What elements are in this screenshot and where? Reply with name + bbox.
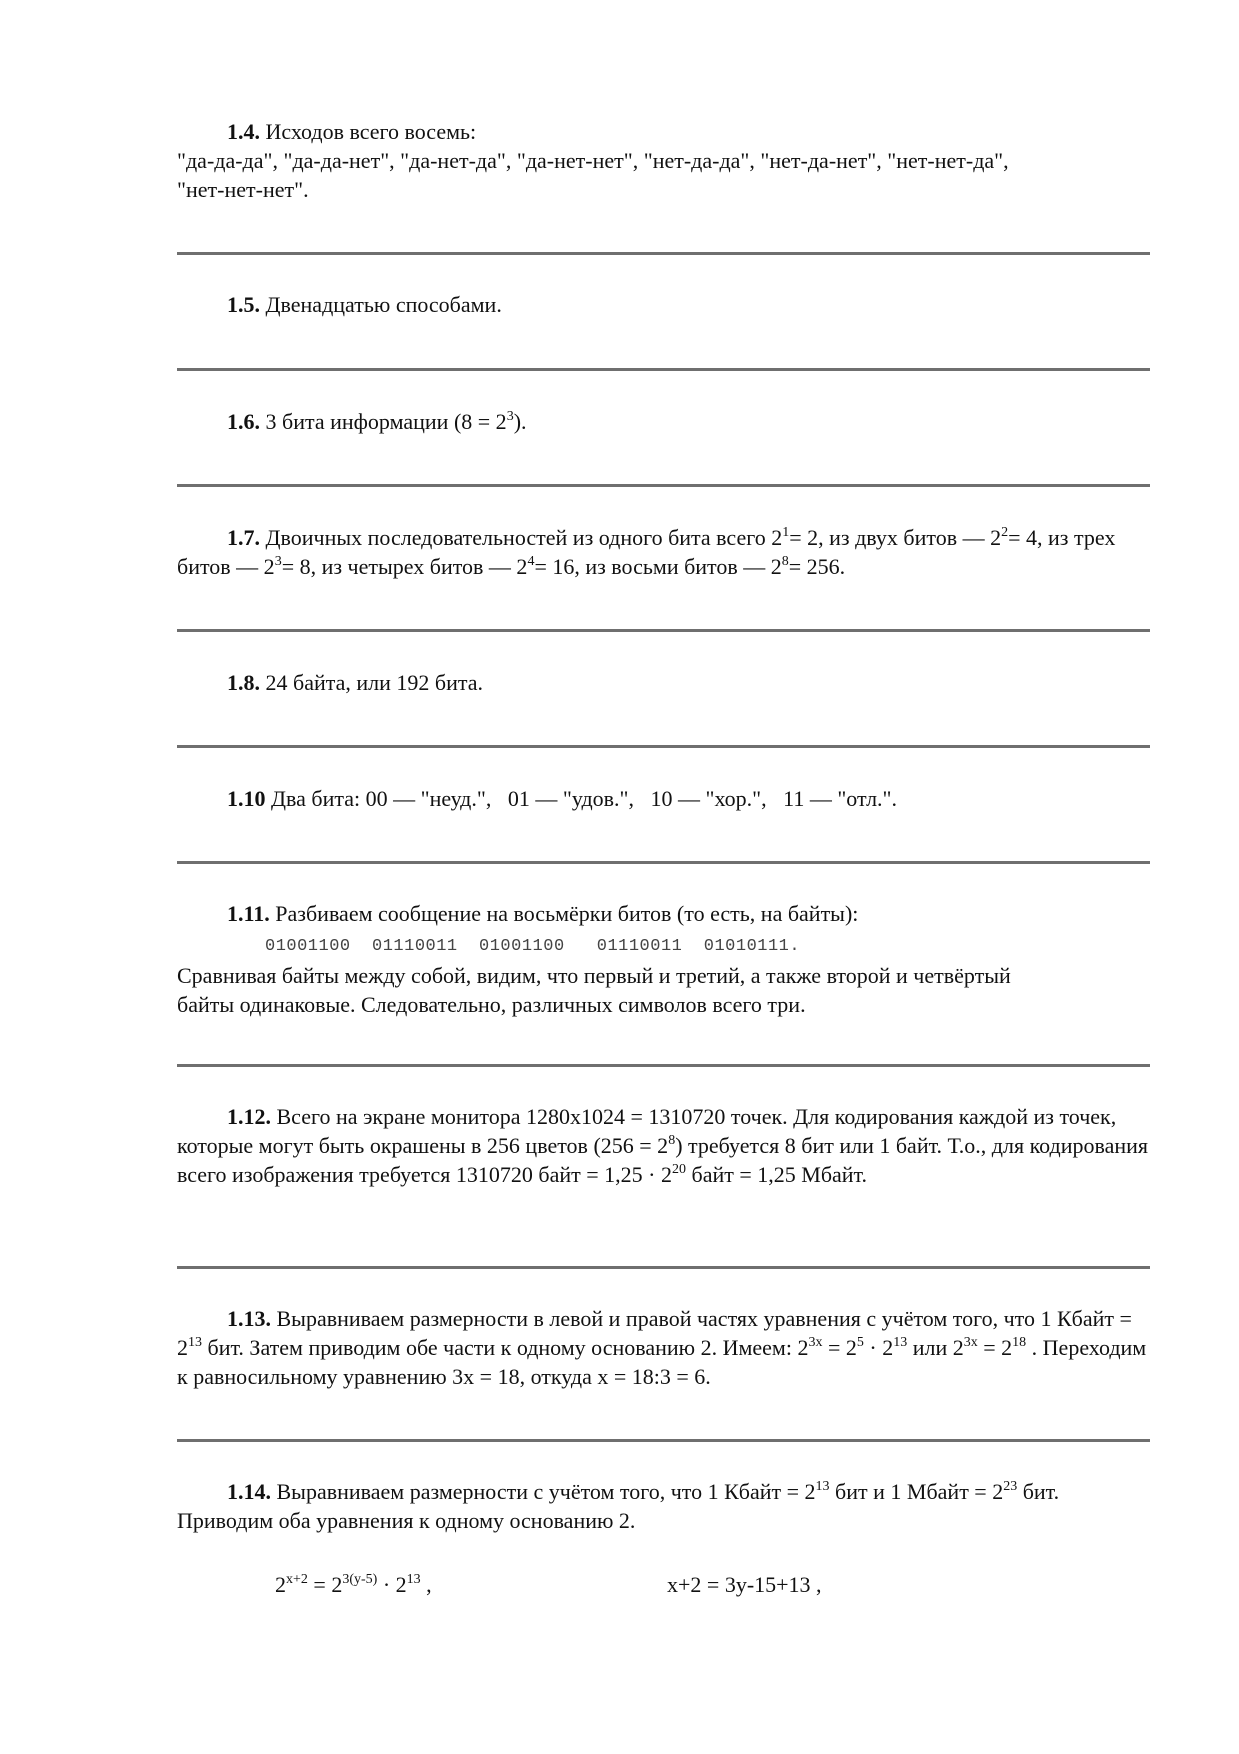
answer-number: 1.8. [227,670,260,695]
answer-number: 1.6. [227,409,260,434]
divider [177,1064,1150,1067]
answer-1-14: 1.14. Выравниваем размерности с учётом того, что 1 Кбайт = $2^{13}$ бит и 1 Мбайт = $2^{23}$ бит. Приводим оба уравнения к одному основанию 2. [177,1479,1060,1533]
answer-number: 1.4. [227,119,260,144]
answer-number: 1.13. [227,1306,271,1331]
answer-1-11: 1.11. Разбиваем сообщение на восьмёрки битов (то есть, на байты): 01001100 01110011 01001100 01110011 01010111. Сравнивая байты между собой, видим, что первый и третий, а также второй и четвёртый байты одинаковые. Следовательно, различных символов всего три. [177,901,1011,1017]
equation-left: $2^{x+2} = 2^{3(y-5)} \cdot 2^{13}$ , [275,1572,432,1597]
divider [177,368,1150,371]
divider [177,1266,1150,1269]
answer-1-7: 1.7. Двоичных последовательностей из одного бита всего $2^1= 2$, из двух битов — $2^2= 4$, из трех битов — $2^3= 8$, из четырех битов — $2^4= 16$, из восьми битов — $2^8= 256$. [177,525,1116,579]
divider [177,252,1150,255]
answer-number: 1.14. [227,1479,271,1504]
answer-1-8: 1.8. 24 байта, или 192 бита. [227,670,484,695]
answer-number: 1.11. [227,901,270,926]
divider [177,1439,1150,1442]
answer-1-12: 1.12. Всего на экране монитора 1280x1024 = 1310720 точек. Для кодирования каждой из точек, которые могут быть окрашены в 256 цветов $(256 = 2^8)$ требуется 8 бит или 1 байт. Т.о., для кодирования всего изображения требуется 1310720 байт = $1,25 \cdot 2^{20}$ байт = 1,25 Мбайт. [177,1104,1149,1187]
answer-number: 1.12. [227,1104,271,1129]
divider [177,745,1150,748]
answer-1-5: 1.5. Двенадцатью способами. [227,292,502,317]
answer-1-13: 1.13. Выравниваем размерности в левой и правой частях уравнения с учётом того, что 1 Кбайт = $2^{13}$ бит. Затем приводим обе части к одному основанию 2. Имеем: $2^{3x} = 2^5 \cdot 2^{13}$ или $2^{3x} = 2^{18}$ . Переходим к равносильному уравнению 3x = 18, откуда x = 18:3 = 6. [177,1306,1147,1389]
answer-1-10: 1.10 Два бита: 00 — "неуд.", 01 — "удов.", 10 — "хор.", 11 — "отл.". [227,786,898,811]
divider [177,484,1150,487]
answer-1-4: 1.4. Исходов всего восемь: "да-да-да", "да-да-нет", "да-нет-да", "да-нет-нет", "нет-да-да", "нет-да-нет", "нет-нет-да", "нет-нет-нет". [177,119,1009,202]
divider [177,861,1150,864]
answer-1-6: 1.6. 3 бита информации $(8 = 2^3)$. [227,409,527,434]
answer-number: 1.7. [227,525,260,550]
answer-number: 1.5. [227,292,260,317]
answer-number: 1.10 [227,786,266,811]
equation-right: x+2 = 3y-15+13 , [667,1572,822,1597]
divider [177,629,1150,632]
byte-sequence: 01001100 01110011 01001100 01110011 01010111. [265,937,801,956]
